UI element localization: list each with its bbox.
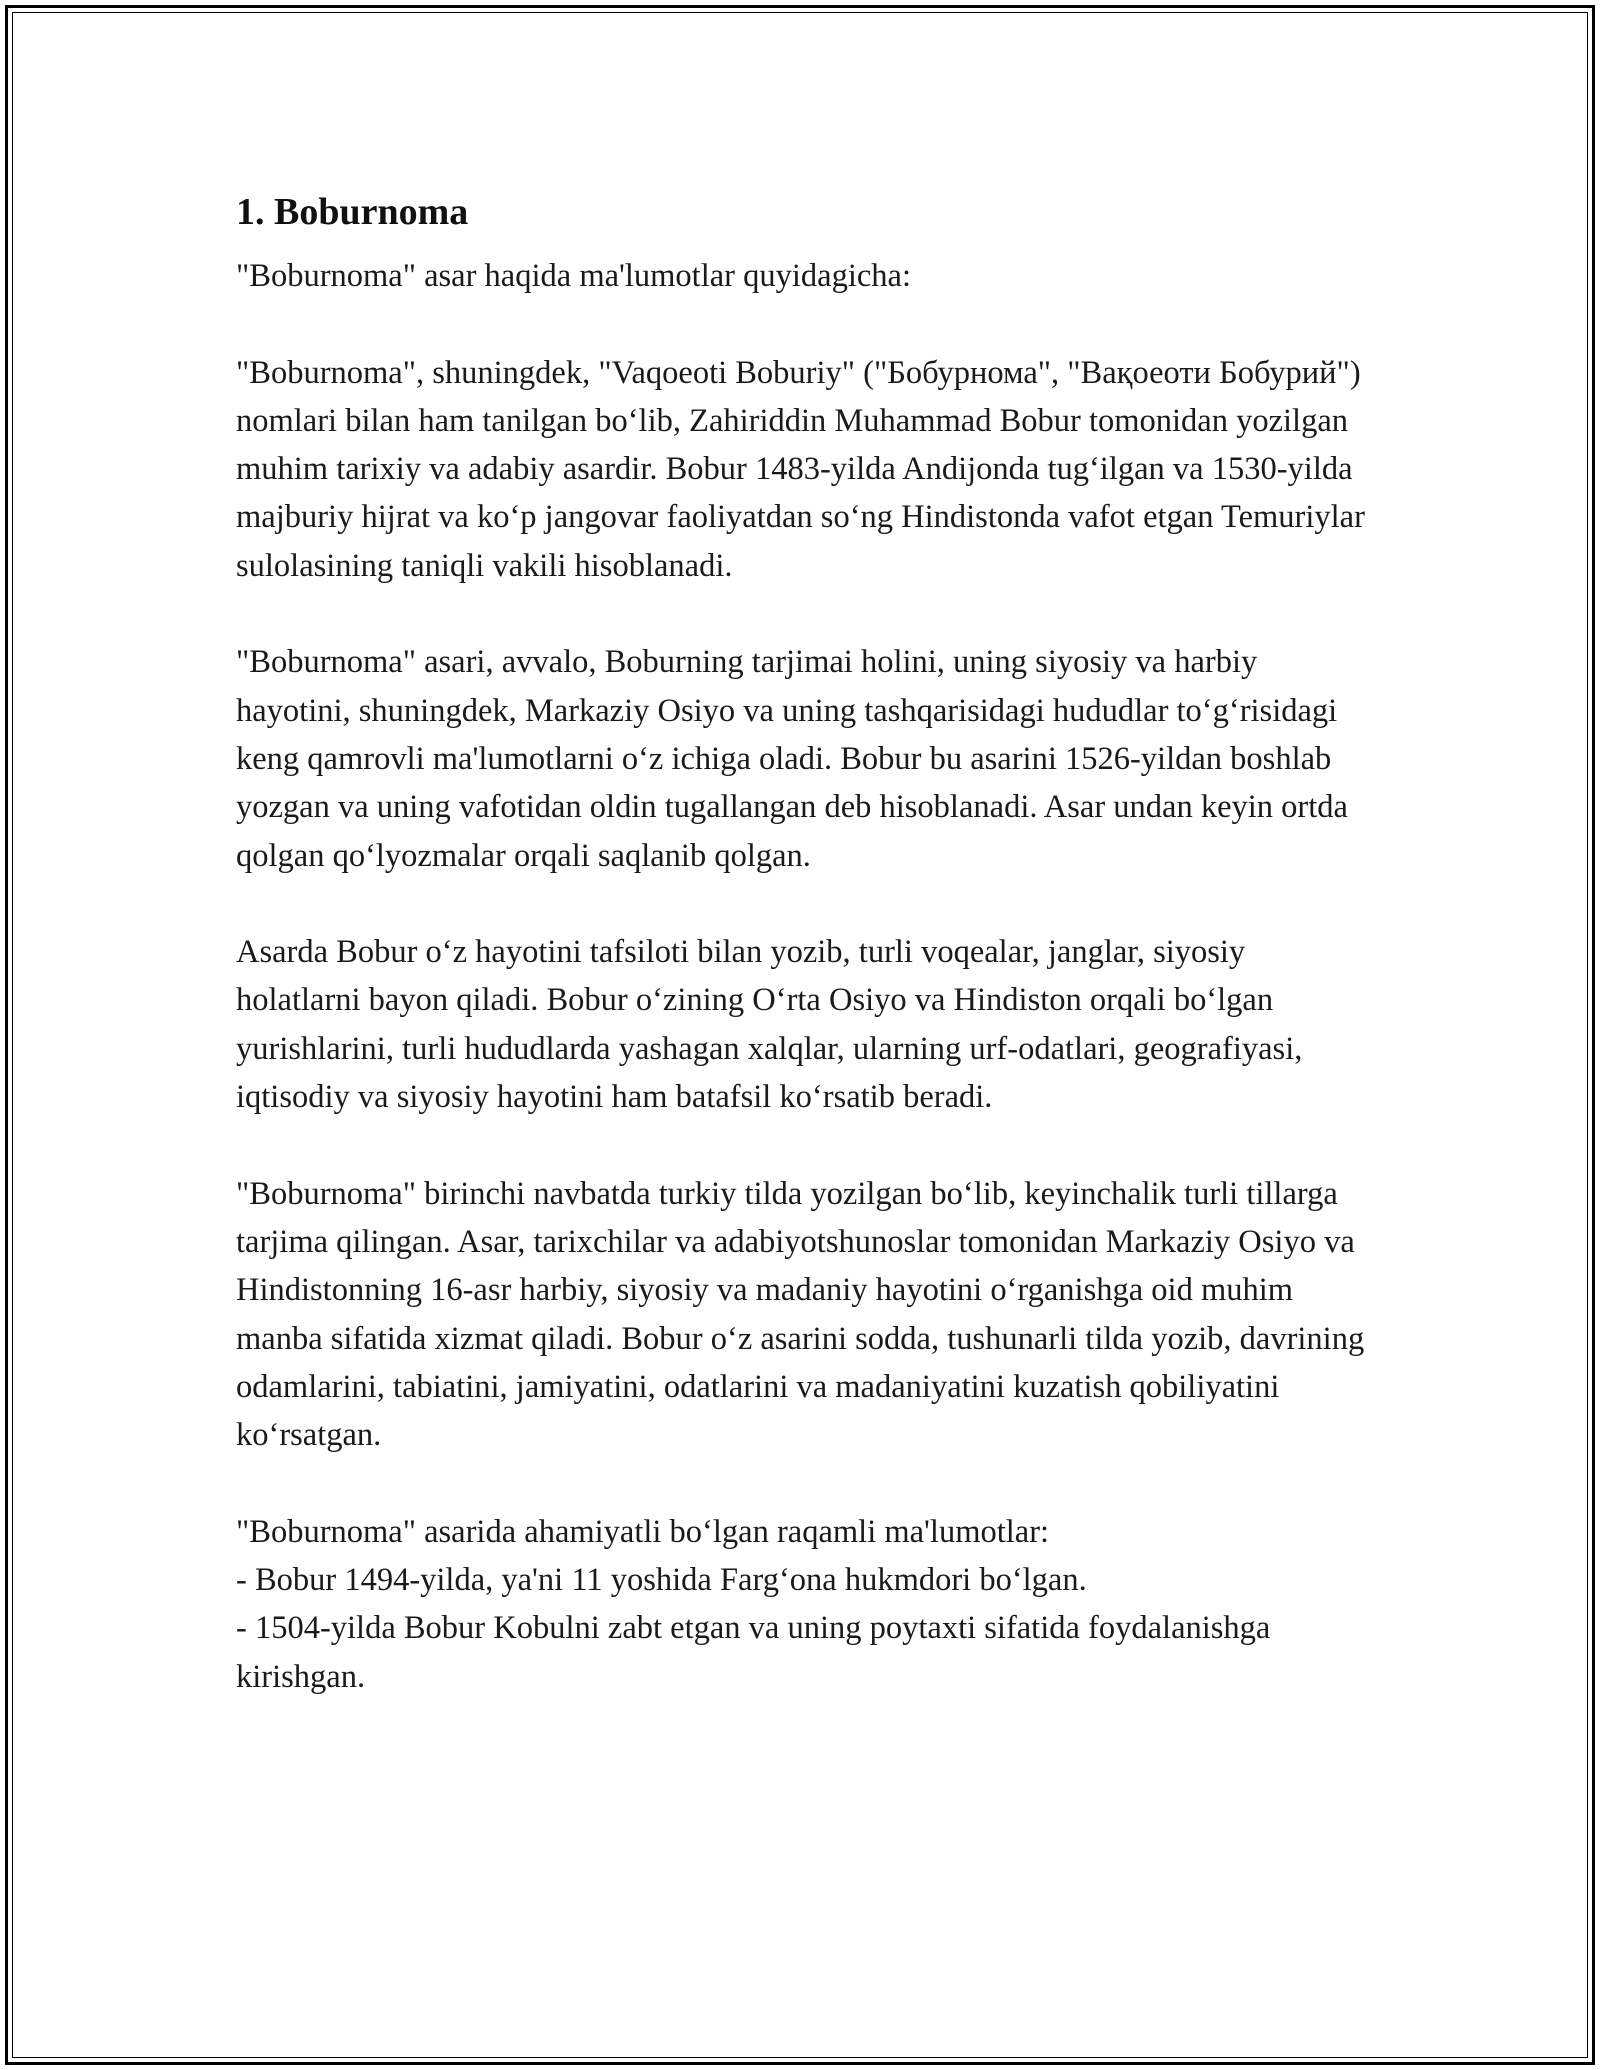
document-title: 1. Boburnoma xyxy=(236,191,469,233)
intro-paragraph: "Boburnoma" asar haqida ma'lumotlar quyidagicha: xyxy=(236,258,911,294)
paragraph-3: Asarda Bobur oʻz hayotini tafsiloti bilan yozib, turli voqealar, janglar, siyosiy holatlarni bayon qiladi. Bobur oʻzining Oʻrta Osiyo va Hindiston orqali boʻlgan yurishlarini, turli hududlarda yashagan xalqlar, ularning urf-odatlari, geografiyasi, iqtisodiy va siyosiy hayotini ham batafsil koʻrsatib beradi. xyxy=(236,934,1303,1116)
paragraph-4: "Boburnoma" birinchi navbatda turkiy tilda yozilgan boʻlib, keyinchalik turli tillarga tarjima qilingan. Asar, tarixchilar va adabiyotshunoslar tomonidan Markaziy Osiyo va Hindistonning 16-asr harbiy, siyosiy va madaniy hayotini oʻrganishga oid muhim manba sifatida xizmat qiladi. Bobur oʻz asarini sodda, tushunarli tilda yozib, davrining odamlarini, tabiatini, jamiyatini, odatlarini va madaniyatini kuzatish qobiliyatini koʻrsatgan. xyxy=(236,1175,1365,1454)
paragraph-2: "Boburnoma" asari, avvalo, Boburning tarjimai holini, uning siyosiy va harbiy hayotini, shuningdek, Markaziy Osiyo va uning tashqarisidagi hududlar toʻgʻrisidagi keng qamrovli ma'lumotlarni oʻz ichiga oladi. Bobur bu asarini 1526-yildan boshlab yozgan va uning vafotidan oldin tugallangan deb hisoblanadi. Asar undan keyin ortda qolgan qoʻlyozmalar orqali saqlanib qolgan. xyxy=(236,644,1348,874)
paragraph-spacer xyxy=(236,590,1376,638)
numeric-list-item: - 1504-yilda Bobur Kobulni zabt etgan va uning poytaxti sifatida foydalanishga kirishgan. xyxy=(236,1610,1271,1695)
numeric-heading: "Boburnoma" asarida ahamiyatli boʻlgan raqamli ma'lumotlar: xyxy=(236,1513,1050,1550)
paragraph-spacer xyxy=(236,1459,1376,1507)
paragraph-spacer xyxy=(236,1121,1376,1169)
paragraph-1: "Boburnoma", shuningdek, "Vaqoeoti Boburiy" ("Бобурнома", "Вақоеоти Бобурий") nomlari bilan ham tanilgan boʻlib, Zahiriddin Muhammad Bobur tomonidan yozilgan muhim tarixiy va adabiy asardir. Bobur 1483-yilda Andijonda tugʻilgan va 1530-yilda majburiy hijrat va koʻp jangovar faoliyatdan soʻng Hindistonda vafot etgan Temuriylar sulolasining taniqli vakili hisoblanadi. xyxy=(236,354,1365,584)
paragraph-spacer xyxy=(236,300,1376,348)
numeric-list-item: - Bobur 1494-yilda, ya'ni 11 yoshida Fargʻona hukmdori boʻlgan. xyxy=(236,1562,1087,1599)
paragraph-spacer xyxy=(236,880,1376,928)
document-body xyxy=(236,184,1376,1701)
